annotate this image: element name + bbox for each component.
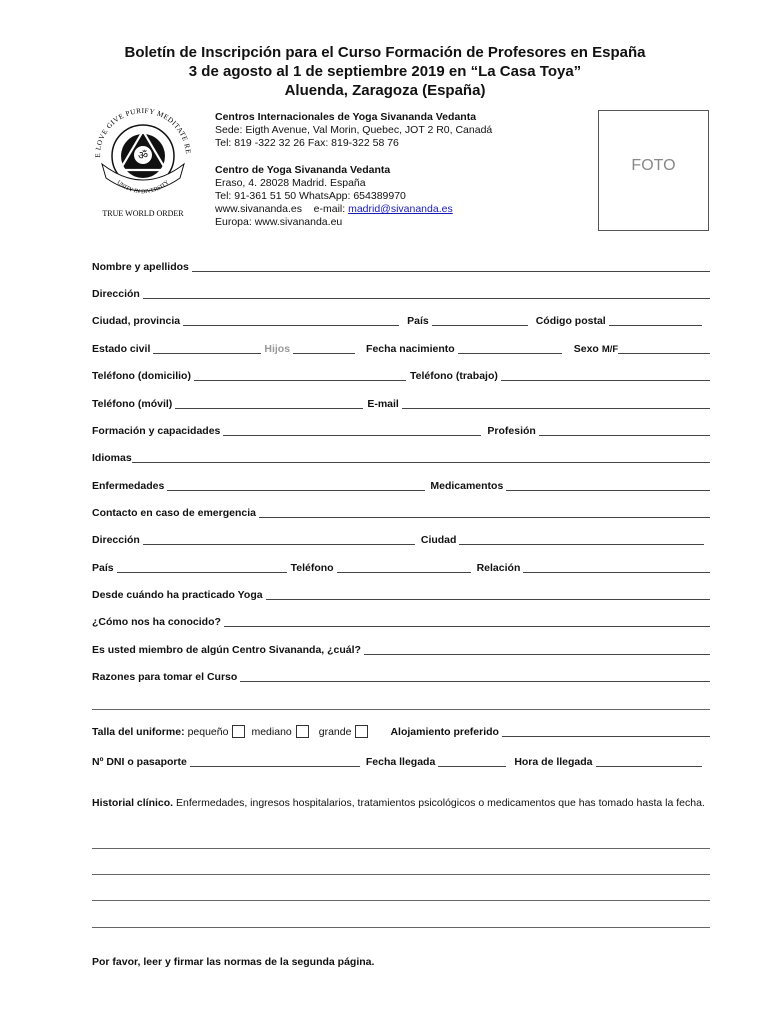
label-yoga-since: Desde cuándo ha practicado Yoga — [92, 589, 263, 601]
field-arrival-date[interactable] — [438, 756, 506, 767]
label-postal: Código postal — [535, 315, 606, 327]
label-size-large: grande — [318, 726, 352, 738]
field-country[interactable] — [432, 315, 528, 326]
field-reasons[interactable] — [240, 671, 710, 682]
center2-email-link[interactable]: madrid@sivananda.es — [348, 203, 453, 215]
center2-email-label: e-mail: — [313, 203, 346, 215]
row-reasons — [92, 669, 710, 683]
label-languages: Idiomas — [92, 452, 132, 464]
history-line[interactable] — [92, 874, 710, 875]
label-sex-options: M/F — [601, 344, 619, 355]
field-name[interactable] — [192, 261, 710, 272]
center1-phone: Tel: 819 -322 32 26 Fax: 819-322 58 76 — [215, 137, 399, 149]
row-yoga-since — [92, 587, 710, 601]
label-name: Nombre y apellidos — [92, 261, 189, 273]
history-label: Historial clínico. — [92, 797, 174, 809]
row-languages — [92, 450, 710, 464]
photo-label: FOTO — [631, 156, 676, 174]
label-arrival-date: Fecha llegada — [365, 756, 436, 768]
row-id — [92, 754, 710, 768]
label-em-city: Ciudad — [420, 534, 457, 546]
label-arrival-time: Hora de llegada — [514, 756, 593, 768]
label-address: Dirección — [92, 288, 140, 300]
sivananda-logo — [88, 98, 198, 220]
photo-box[interactable] — [598, 110, 709, 231]
row-address — [92, 286, 710, 300]
label-how-known: ¿Cómo nos ha conocido? — [92, 616, 221, 628]
field-postal[interactable] — [609, 315, 702, 326]
field-children[interactable] — [293, 343, 355, 354]
field-languages[interactable] — [132, 452, 710, 463]
field-id[interactable] — [190, 756, 360, 767]
label-birth: Fecha nacimiento — [366, 343, 455, 355]
field-reasons-extra[interactable] — [92, 709, 710, 710]
label-profession: Profesión — [487, 425, 536, 437]
field-birth[interactable] — [458, 343, 562, 354]
field-city[interactable] — [183, 315, 399, 326]
row-name — [92, 259, 710, 273]
field-phone-home[interactable] — [194, 370, 406, 381]
field-emergency[interactable] — [259, 507, 710, 518]
field-illnesses[interactable] — [167, 480, 425, 491]
label-illnesses: Enfermedades — [92, 480, 165, 492]
label-email: E-mail — [367, 398, 399, 410]
checkbox-size-small[interactable] — [232, 725, 245, 738]
field-profession[interactable] — [539, 425, 710, 436]
row-phone-home — [92, 368, 710, 382]
center2-contact — [215, 203, 492, 216]
label-em-country: País — [92, 562, 114, 574]
field-how-known[interactable] — [224, 616, 710, 627]
medical-history — [92, 796, 710, 810]
form-title-line1: Boletín de Inscripción para el Curso Formación de Profesores en España — [124, 44, 646, 61]
field-email[interactable] — [402, 398, 710, 409]
center2-address: Eraso, 4. 28028 Madrid. España — [215, 177, 366, 189]
label-id: Nº DNI o pasaporte — [92, 756, 187, 768]
form-title-line2: 3 de agosto al 1 de septiembre 2019 en “La Casa Toya” — [188, 63, 582, 80]
center2-phone: Tel: 91-361 51 50 WhatsApp: 654389970 — [215, 190, 406, 202]
field-em-phone[interactable] — [337, 562, 471, 573]
label-city: Ciudad, provincia — [92, 315, 181, 327]
label-lodging: Alojamiento preferido — [390, 726, 499, 738]
label-uniform: Talla del uniforme: — [92, 726, 185, 738]
history-text: Enfermedades, ingresos hospitalarios, tratamientos psicológicos o medicamentos que has tomado hasta la fecha. — [176, 797, 705, 809]
history-line[interactable] — [92, 848, 710, 849]
label-sex: Sexo — [573, 343, 599, 355]
logo-motto: E LOVE GIVE PURIFY MEDITATE RE — [93, 106, 193, 158]
field-sex[interactable] — [618, 343, 710, 354]
history-line[interactable] — [92, 900, 710, 901]
label-em-phone: Teléfono — [290, 562, 334, 574]
label-size-small: pequeño — [187, 726, 229, 738]
label-children: Hijos — [264, 343, 291, 355]
field-civil[interactable] — [153, 343, 261, 354]
center1-address: Sede: Eigth Avenue, Val Morin, Quebec, JOT 2 R0, Canadá — [215, 124, 493, 136]
row-how-known — [92, 614, 710, 628]
row-em-address — [92, 532, 710, 546]
center2-name: Centro de Yoga Sivananda Vedanta — [215, 164, 391, 176]
row-member — [92, 642, 710, 656]
field-phone-work[interactable] — [501, 370, 710, 381]
label-phone-home: Teléfono (domicilio) — [92, 370, 191, 382]
center2-europe: Europa: www.sivananda.eu — [215, 216, 343, 228]
field-training[interactable] — [223, 425, 481, 436]
row-city — [92, 313, 710, 327]
label-civil: Estado civil — [92, 343, 151, 355]
row-emergency — [92, 505, 710, 519]
row-training — [92, 423, 710, 437]
label-emergency: Contacto en caso de emergencia — [92, 507, 256, 519]
field-mobile[interactable] — [175, 398, 363, 409]
centers-info — [215, 111, 492, 229]
footer-note: Por favor, leer y firmar las normas de la segunda página. — [92, 956, 375, 968]
center2-web[interactable]: www.sivananda.es — [215, 203, 302, 215]
label-reasons: Razones para tomar el Curso — [92, 671, 238, 683]
center1-name: Centros Internacionales de Yoga Sivananda Vedanta — [215, 111, 477, 123]
label-training: Formación y capacidades — [92, 425, 221, 437]
row-em-country — [92, 560, 710, 574]
row-uniform — [92, 724, 710, 738]
field-em-country[interactable] — [117, 562, 287, 573]
field-address[interactable] — [143, 288, 710, 299]
logo-caption: TRUE WORLD ORDER — [102, 209, 184, 218]
label-member: Es usted miembro de algún Centro Sivananda, ¿cuál? — [92, 644, 361, 656]
field-member[interactable] — [364, 644, 710, 655]
label-mobile: Teléfono (móvil) — [92, 398, 173, 410]
label-em-relation: Relación — [476, 562, 521, 574]
field-yoga-since[interactable] — [266, 589, 710, 600]
row-mobile — [92, 396, 710, 410]
checkbox-size-large[interactable] — [355, 725, 368, 738]
row-civil — [92, 341, 710, 355]
label-country: País — [407, 315, 429, 327]
checkbox-size-medium[interactable] — [296, 725, 309, 738]
field-em-city[interactable] — [459, 534, 704, 545]
field-lodging[interactable] — [502, 726, 710, 737]
field-arrival-time[interactable] — [596, 756, 702, 767]
label-em-address: Dirección — [92, 534, 140, 546]
field-em-relation[interactable] — [523, 562, 710, 573]
form-title-line3: Aluenda, Zaragoza (España) — [284, 82, 486, 99]
label-phone-work: Teléfono (trabajo) — [409, 370, 498, 382]
history-line[interactable] — [92, 927, 710, 928]
row-illnesses — [92, 478, 710, 492]
logo-ring-text: UNITY IN DIVERSITY — [115, 179, 171, 196]
label-medication: Medicamentos — [430, 480, 504, 492]
field-medication[interactable] — [506, 480, 710, 491]
field-em-address[interactable] — [143, 534, 415, 545]
svg-text:ॐ: ॐ — [137, 149, 149, 162]
label-size-medium: mediano — [251, 726, 292, 738]
